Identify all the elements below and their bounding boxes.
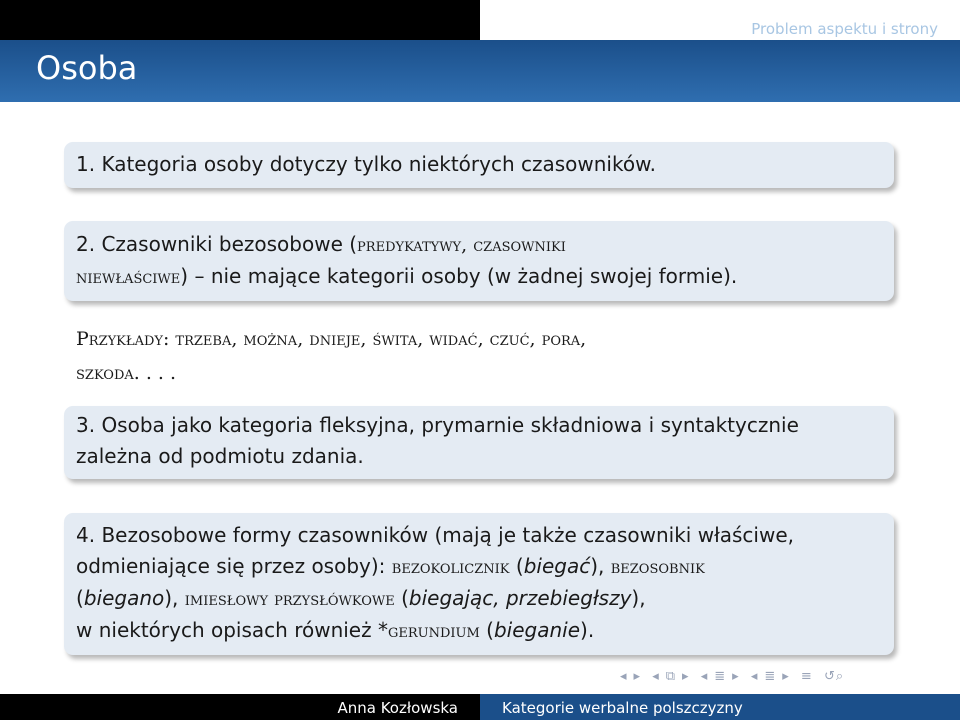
item-4-l4-c: ).	[580, 618, 595, 642]
next-frame-icon[interactable]: ▸	[682, 669, 690, 684]
examples-line-2: szkoda. . . .	[76, 362, 177, 384]
item-4-line-4	[76, 615, 884, 647]
examples-line-1: Przykłady: trzeba, można, dnieje, świta, widać, czuć, pora,	[76, 328, 587, 350]
item-4-l3-c: (	[394, 586, 409, 610]
term-gerundium: gerundium	[387, 620, 480, 642]
item-2-term-2: niewłaściwe	[76, 266, 181, 288]
prev-slide-icon[interactable]: ◂	[620, 669, 628, 684]
item-4-l3-b: ),	[164, 586, 185, 610]
item-4-l3-d: ),	[631, 586, 646, 610]
navigation-symbols	[620, 669, 850, 684]
item-2-term-1: predykatywy, czasowniki	[357, 234, 566, 256]
toc-icon[interactable]: ≡	[800, 669, 813, 684]
example-bieganie: bieganie	[493, 618, 581, 642]
frame-icon[interactable]: ⧉	[665, 669, 677, 684]
item-3-text	[76, 410, 884, 472]
prev-section-icon[interactable]: ◂	[700, 669, 709, 684]
term-bezokolicznik: bezokolicznik	[391, 556, 510, 578]
item-4-l4-b: (	[479, 618, 494, 642]
block-item-4	[64, 513, 894, 655]
footer-author: Anna Kozłowska	[337, 699, 458, 717]
item-1-text: 1. Kategoria osoby dotyczy tylko niektórych czasowników.	[76, 152, 656, 176]
item-2-text	[76, 229, 884, 293]
item-4-line-3	[76, 583, 884, 615]
next-slide-icon[interactable]: ▸	[633, 669, 642, 684]
item-4-line-1: 4. Bezosobowe formy czasowników (mają je także czasowniki właściwe,	[76, 523, 794, 547]
item-3-line-1: 3. Osoba jako kategoria fleksyjna, prymarnie składniowa i syntaktycznie	[76, 413, 799, 437]
next-subsection-icon[interactable]: ▸	[782, 669, 790, 684]
item-3-line-2: zależna od podmiotu zdania.	[76, 444, 364, 468]
item-4-l3-a: (	[76, 586, 84, 610]
footer-title: Kategorie werbalne polszczyzny	[502, 699, 743, 717]
header-title[interactable]: Tryb, czas, osoba	[809, 3, 938, 21]
prev-subsection-icon[interactable]: ◂	[750, 669, 759, 684]
item-4-l2-c: ),	[590, 554, 611, 578]
subsection-icon[interactable]: ≣	[764, 669, 777, 684]
search-icon[interactable]: ↺⌕	[823, 669, 845, 684]
header-bar	[0, 0, 480, 40]
frame-title: Osoba	[36, 49, 138, 87]
item-4-l4-a: w niektórych opisach również *	[76, 618, 388, 642]
item-4-l2-b: (	[509, 554, 524, 578]
example-biegac: biegać	[523, 554, 591, 578]
footer-left	[0, 694, 480, 720]
item-2-suffix: ) – nie mające kategorii osoby (w żadnej swojej formie).	[180, 264, 738, 288]
item-4-line-2	[76, 551, 884, 583]
item-2-prefix: 2. Czasowniki bezosobowe (	[76, 232, 358, 256]
next-section-icon[interactable]: ▸	[732, 669, 740, 684]
header-subtitle[interactable]: Problem aspektu i strony	[751, 20, 938, 38]
block-item-2	[64, 221, 894, 301]
prev-frame-icon[interactable]: ◂	[652, 669, 660, 684]
block-item-3	[64, 406, 894, 479]
footer-right	[480, 694, 960, 720]
example-biegajac: biegając, przebiegłszy	[408, 586, 632, 610]
item-4-text	[76, 520, 884, 647]
block-item-1	[64, 142, 894, 188]
term-bezosobnik: bezosobnik	[610, 556, 705, 578]
examples-text	[76, 322, 896, 390]
section-icon[interactable]: ≣	[714, 669, 727, 684]
term-imieslowy: imiesłowy przysłówkowe	[184, 588, 395, 610]
example-biegano: biegano	[83, 586, 165, 610]
item-4-l2-a: odmieniające się przez osoby):	[76, 554, 392, 578]
frame-title-bar	[0, 40, 960, 102]
